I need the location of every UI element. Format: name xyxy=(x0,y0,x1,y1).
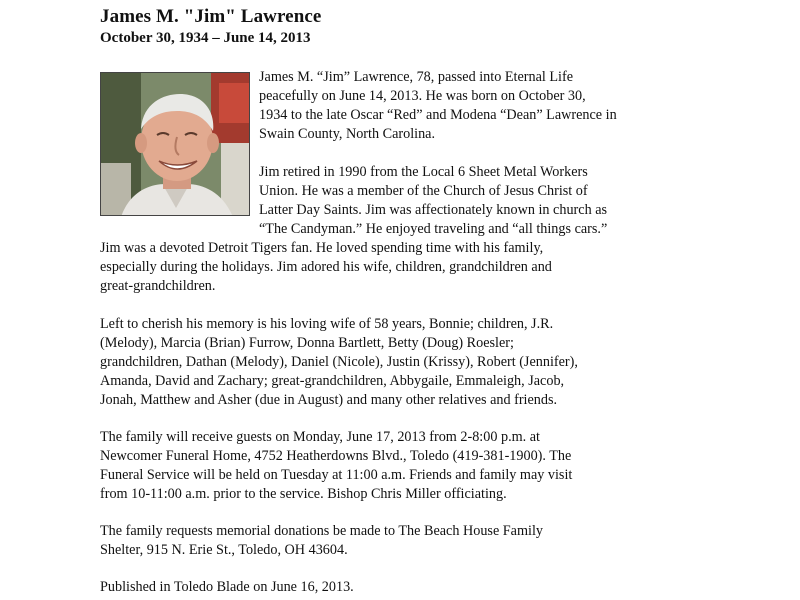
paragraph-3-line-4: Amanda, David and Zachary; great-grandchildren, Abbygaile, Emmaleigh, Jacob, xyxy=(100,373,565,389)
paragraph-4-line-1: The family will receive guests on Monday, June 17, 2013 from 2-8:00 p.m. at xyxy=(100,429,540,445)
paragraph-3-line-2: (Melody), Marcia (Brian) Furrow, Donna Bartlett, Betty (Doug) Roesler; xyxy=(100,335,514,351)
paragraph-3-line-5: Jonah, Matthew and Asher (due in August) and many other relatives and friends. xyxy=(100,392,558,408)
portrait-photo-icon xyxy=(101,73,250,216)
paragraph-4-line-3: Funeral Service will be held on Tuesday at 11:00 a.m. Friends and family may visit xyxy=(100,467,573,483)
paragraph-1-line-1: James M. “Jim” Lawrence, 78, passed into Eternal Life xyxy=(259,69,573,85)
portrait-photo xyxy=(100,72,250,216)
paragraph-4-line-2: Newcomer Funeral Home, 4752 Heatherdowns Blvd., Toledo (419-381-1900). The xyxy=(100,448,572,464)
paragraph-2-line-5: Jim was a devoted Detroit Tigers fan. He loved spending time with his family, xyxy=(100,240,544,256)
paragraph-1-line-2: peacefully on June 14, 2013. He was born on October 30, xyxy=(259,88,586,104)
published-note: Published in Toledo Blade on June 16, 2013. xyxy=(100,579,354,595)
paragraph-3-line-1: Left to cherish his memory is his loving wife of 58 years, Bonnie; children, J.R. xyxy=(100,316,554,332)
paragraph-3-line-3: grandchildren, Dathan (Melody), Daniel (Nicole), Justin (Krissy), Robert (Jennifer), xyxy=(100,354,578,370)
paragraph-2-line-3: Latter Day Saints. Jim was affectionately known in church as xyxy=(259,202,608,218)
paragraph-1-line-4: Swain County, North Carolina. xyxy=(259,126,436,142)
paragraph-2-line-6: especially during the holidays. Jim adored his wife, children, grandchildren and xyxy=(100,259,552,275)
paragraph-2-line-7: great-grandchildren. xyxy=(100,278,216,294)
obituary-dates: October 30, 1934 – June 14, 2013 xyxy=(100,30,311,46)
paragraph-1-line-3: 1934 to the late Oscar “Red” and Modena “Dean” Lawrence in xyxy=(259,107,617,123)
paragraph-4-line-4: from 10-11:00 a.m. prior to the service. Bishop Chris Miller officiating. xyxy=(100,486,507,502)
paragraph-5-line-1: The family requests memorial donations be made to The Beach House Family xyxy=(100,523,543,539)
paragraph-2-line-4: “The Candyman.” He enjoyed traveling and “all things cars.” xyxy=(259,221,608,237)
paragraph-5-line-2: Shelter, 915 N. Erie St., Toledo, OH 43604. xyxy=(100,542,348,558)
paragraph-2-line-2: Union. He was a member of the Church of Jesus Christ of xyxy=(259,183,588,199)
paragraph-2-line-1: Jim retired in 1990 from the Local 6 Sheet Metal Workers xyxy=(259,164,588,180)
obituary-name: James M. "Jim" Lawrence xyxy=(100,6,322,27)
